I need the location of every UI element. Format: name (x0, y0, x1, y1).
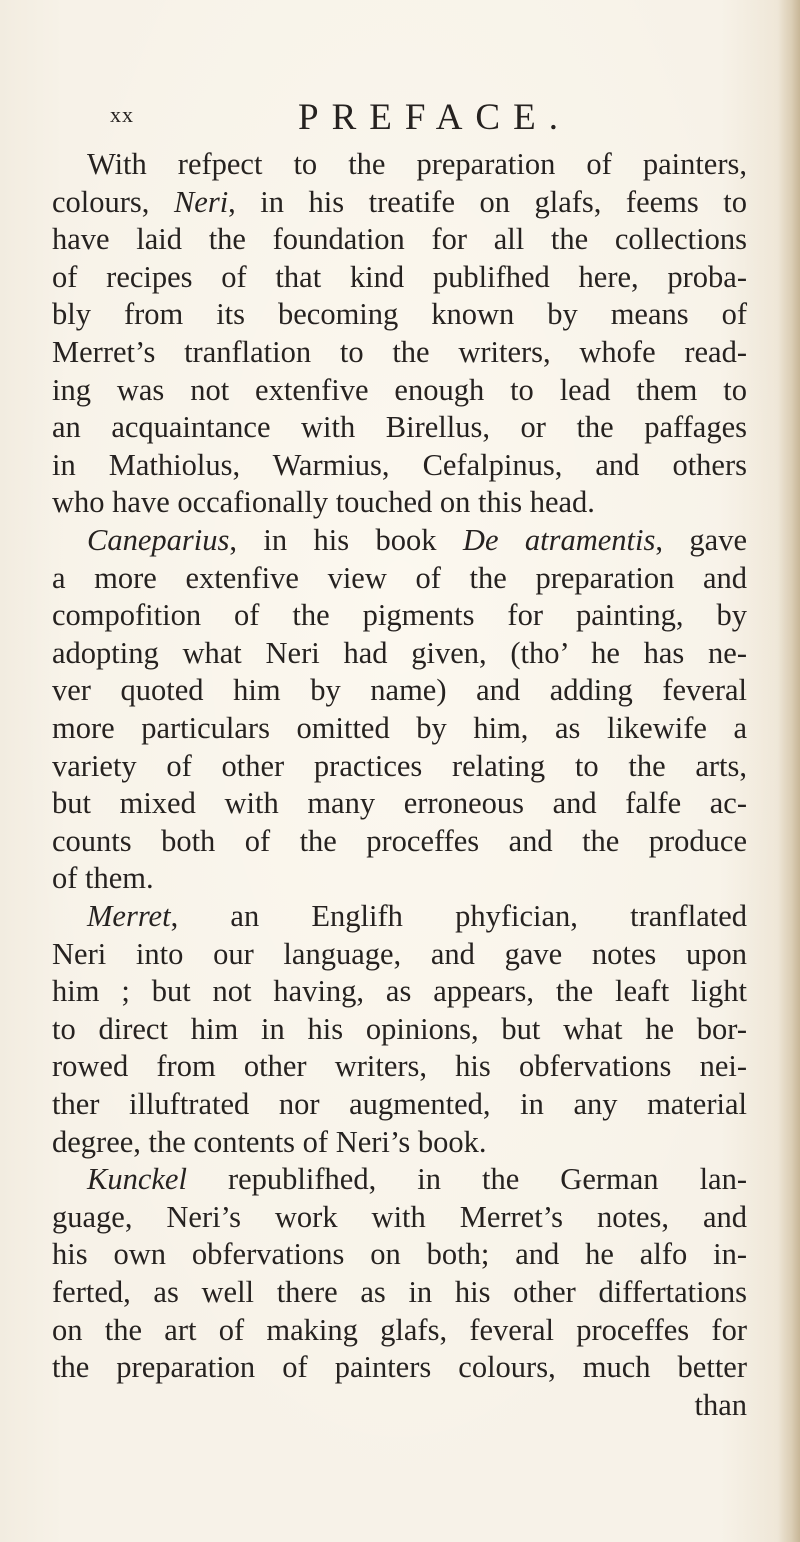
text-line (87, 1161, 747, 1198)
text-line: but mixed with many erroneous and falfe ac- (52, 786, 747, 821)
text-line: in Mathiolus, Warmius, Cefalpinus, and others (52, 447, 747, 482)
text-line: Merret’s tranflation to the writers, whofe read- (52, 335, 747, 369)
text-line: ther illuftrated nor augmented, in any material (52, 1087, 747, 1121)
text-run: colours, (52, 184, 174, 219)
text-line: ferted, as well there as in his other differtations (52, 1275, 747, 1309)
text-line (52, 184, 747, 221)
text-line: have laid the foundation for all the collections (52, 222, 747, 257)
text-line: to direct him in his opinions, but what he bor- (52, 1011, 747, 1046)
italic-name: De atramentis (462, 523, 656, 557)
text-line: a more extenfive view of the preparation and (52, 560, 747, 595)
italic-name: Kunckel (87, 1162, 187, 1197)
text-line: compofition of the pigments for painting, by (52, 598, 747, 633)
text-line: rowed from other writers, his obfervations nei- (52, 1049, 747, 1084)
text-line: ver quoted him by name) and adding feveral (52, 673, 747, 708)
text-line: him ; but not having, as appears, the leaft light (52, 974, 747, 1009)
text-line: an acquaintance with Birellus, or the paffages (52, 410, 747, 445)
italic-name: Merret (87, 899, 171, 933)
italic-name: Neri (173, 184, 229, 219)
text-line: who have occafionally touched on this head. (52, 485, 595, 520)
text-line: of them. (52, 861, 154, 896)
text-line: the preparation of painters colours, much better (52, 1350, 747, 1385)
italic-name: Caneparius (87, 523, 230, 557)
running-head: PREFACE. (298, 97, 571, 138)
text-line: adopting what Neri had given, (tho’ he has ne- (52, 635, 747, 670)
text-line: ing was not extenfive enough to lead them to (52, 372, 747, 407)
text-line: counts both of the proceffes and the produce (52, 823, 747, 858)
text-line: With refpect to the preparation of painters, (87, 147, 747, 181)
text-line: than (694, 1387, 747, 1422)
text-line: his own obfervations on both; and he alfo in- (52, 1237, 747, 1272)
text-line: Neri into our language, and gave notes upon (52, 936, 747, 971)
page-header (110, 96, 710, 136)
text-line: on the art of making glafs, feveral proceffes for (52, 1312, 747, 1347)
text-line (87, 522, 747, 559)
text-run: , an Englifh phyfician, tranflated (170, 899, 747, 933)
text-line: more particulars omitted by him, as likewife a (52, 711, 747, 745)
text-line (87, 898, 747, 935)
text-run: , gave (655, 523, 747, 557)
page-number: xx (110, 102, 134, 127)
text-line: variety of other practices relating to the arts, (52, 748, 747, 783)
text-run: republifhed, in the German lan- (186, 1162, 747, 1197)
text-line: guage, Neri’s work with Merret’s notes, and (52, 1199, 747, 1234)
text-line: bly from its becoming known by means of (52, 297, 747, 332)
text-line: degree, the contents of Neri’s book. (52, 1124, 487, 1159)
page-edge-shadow (778, 0, 800, 1542)
text-run: , in his treatife on glafs, feems to (228, 184, 747, 219)
text-run: , in his book (229, 523, 463, 557)
text-line: of recipes of that kind publifhed here, proba- (52, 259, 747, 294)
